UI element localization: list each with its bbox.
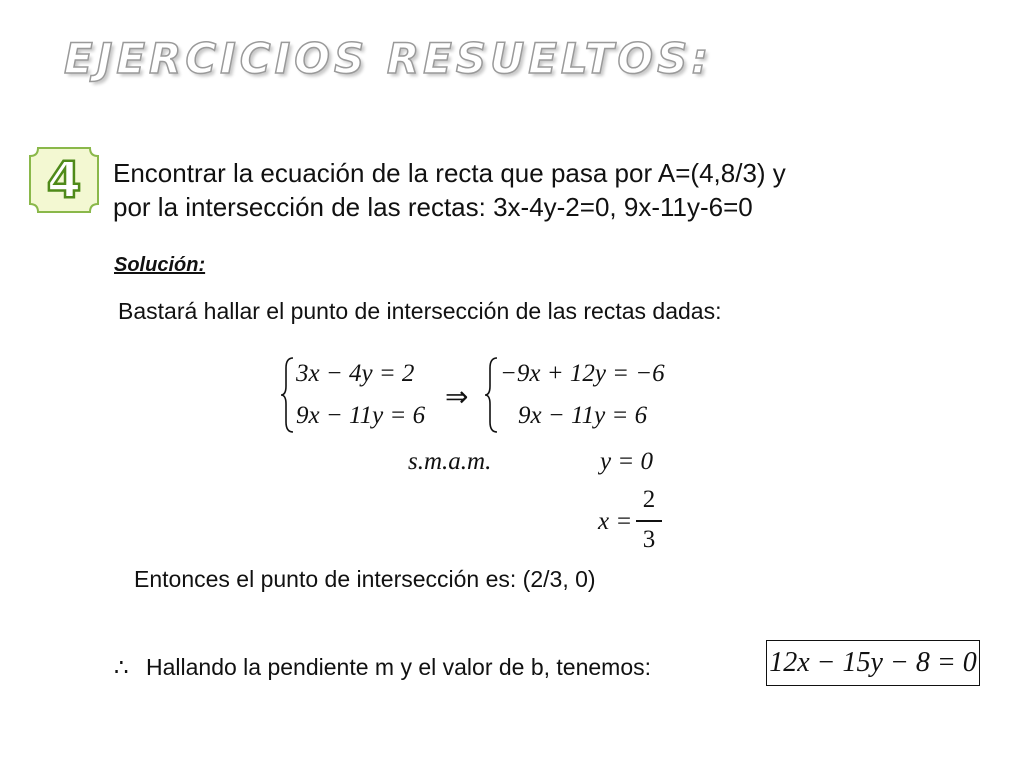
statement-line-2: por la intersección de las rectas: 3x-4y-2=0, 9x-11y-6=0	[113, 192, 753, 222]
system1-eq1: 3x − 4y = 2	[296, 360, 415, 387]
solution-label: Solución:	[114, 254, 206, 276]
problem-statement	[113, 156, 963, 224]
system1-eq2: 9x − 11y = 6	[296, 402, 426, 429]
slide-title: EJERCICIOS RESUELTOS:	[64, 34, 713, 83]
x-numerator: 2	[642, 486, 656, 513]
implies-arrow: ⇒	[445, 382, 469, 413]
smam-label: s.m.a.m.	[408, 448, 492, 475]
statement-line-1: Encontrar la ecuación de la recta que pasa por A=(4,8/3) y	[113, 158, 786, 188]
left-brace-1	[280, 356, 296, 434]
final-equation-box	[766, 640, 980, 686]
step-intro: Bastará hallar el punto de intersección de las rectas dadas:	[118, 298, 722, 324]
final-text: Hallando la pendiente m y el valor de b, tenemos:	[146, 654, 652, 680]
x-result-lhs: x =	[598, 508, 633, 535]
x-denominator: 3	[642, 526, 656, 553]
system2-eq2: 9x − 11y = 6	[518, 402, 648, 429]
fraction-bar	[636, 520, 662, 522]
intersection-result: Entonces el punto de intersección es: (2/3, 0)	[134, 566, 596, 592]
therefore-symbol: ∴	[114, 654, 129, 680]
final-equation: 12x − 15y − 8 = 0	[769, 647, 977, 678]
y-result: y = 0	[600, 448, 653, 475]
system2-eq1: −9x + 12y = −6	[500, 360, 665, 387]
exercise-number: 4	[46, 151, 82, 209]
left-brace-2	[484, 356, 500, 434]
